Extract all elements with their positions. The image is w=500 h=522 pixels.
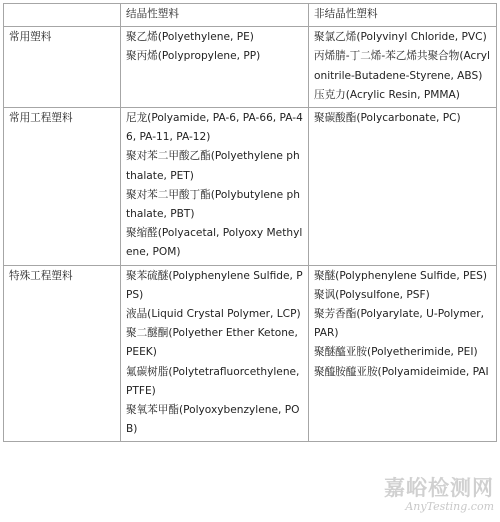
table-header-row (4, 4, 497, 27)
crystalline-cell (121, 27, 309, 108)
plastic-entry: 液晶(Liquid Crystal Polymer, LCP) (126, 308, 301, 321)
plastic-entry: 聚苯硫醚(Polyphenylene Sulfide, PPS) (126, 269, 303, 301)
amorphous-cell (309, 27, 497, 108)
crystalline-cell (121, 265, 309, 442)
plastic-entry: 聚氧苯甲酯(Polyoxybenzylene, POB) (126, 404, 300, 436)
plastic-entry: 聚醚醯亚胺(Polyetherimide, PEI) (314, 346, 478, 359)
plastics-classification-table (3, 3, 497, 442)
plastic-entry: 聚讽(Polysulfone, PSF) (314, 288, 430, 301)
table-row (4, 108, 497, 266)
crystalline-cell (121, 108, 309, 266)
plastic-entry: 氟碳树脂(Polytetrafluorcethylene, PTFE) (126, 365, 300, 397)
header-cell-amorphous: 非结晶性塑料 (309, 4, 497, 27)
header-cell-blank (4, 4, 121, 27)
plastic-entry: 聚对苯二甲酸丁酯(Polybutylene phthalate, PBT) (126, 188, 300, 221)
plastic-entry: 聚醚(Polyphenylene Sulfide, PES) (314, 269, 487, 282)
table-row (4, 265, 497, 442)
plastic-entry: 聚碳酸酯(Polycarbonate, PC) (314, 112, 461, 125)
watermark-sub-text: AnyTesting.com (405, 500, 494, 513)
watermark-main-text: 嘉峪检测网 (384, 476, 494, 500)
plastic-entry: 丙烯腈-丁二烯-苯乙烯共聚合物(Acrylonitrile-Butadene-Styrene, ABS) (314, 50, 490, 82)
amorphous-cell (309, 265, 497, 442)
plastic-entry: 聚乙烯(Polyethylene, PE) (126, 31, 254, 44)
amorphous-cell (309, 108, 497, 266)
category-cell: 常用塑料 (4, 27, 121, 108)
plastic-entry: 聚氯乙烯(Polyvinyl Chloride, PVC) (314, 31, 487, 44)
plastic-entry: 聚芳香酯(Polyarylate, U-Polymer, PAR) (314, 308, 485, 340)
header-cell-crystalline: 结晶性塑料 (121, 4, 309, 27)
plastic-entry: 聚丙烯(Polypropylene, PP) (126, 50, 261, 63)
category-cell: 特殊工程塑料 (4, 265, 121, 442)
plastic-entry: 压克力(Acrylic Resin, PMMA) (314, 88, 460, 101)
plastic-entry: 聚缩醛(Polyacetal, Polyoxy Methylene, POM) (126, 227, 303, 259)
watermark (344, 476, 494, 516)
plastic-entry: 聚二醚酮(Polyether Ether Ketone, PEEK) (126, 327, 298, 359)
category-cell: 常用工程塑料 (4, 108, 121, 266)
plastic-entry: 聚对苯二甲酸乙酯(Polyethylene phthalate, PET) (126, 150, 300, 182)
table-row (4, 27, 497, 108)
plastic-entry: 尼龙(Polyamide, PA-6, PA-66, PA-46, PA-11, PA-12) (126, 112, 303, 144)
plastic-entry: 聚醯胺醯亚胺(Polyamideimide, PAI (314, 365, 489, 378)
